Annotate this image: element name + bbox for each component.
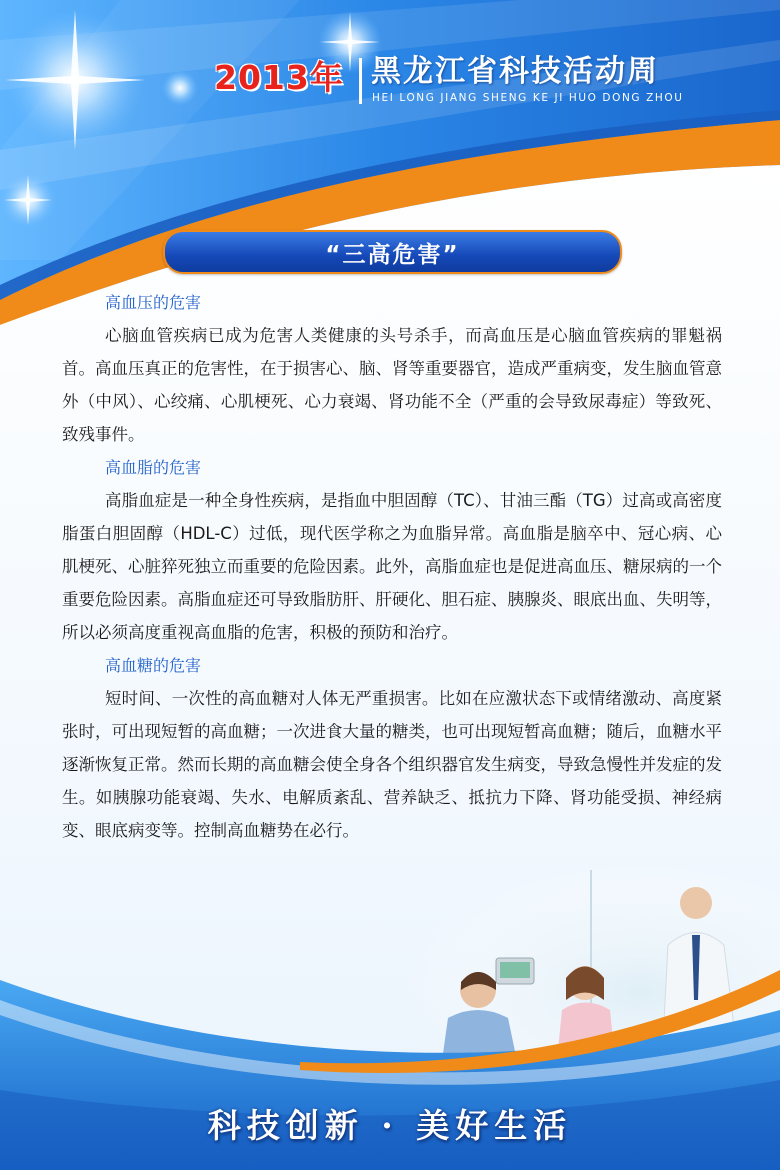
footer-slogan: 科技创新 · 美好生活: [207, 1106, 573, 1145]
heading-hyperglycemia: 高血糖的危害: [105, 656, 202, 675]
article: [62, 286, 722, 847]
body-hyperlipidemia: 高脂血症是一种全身性疾病，是指血中胆固醇（TC）、甘油三酯（TG）过高或高密度脂蛋白胆固醇（HDL-C）过低，现代医学称之为血脂异常。高血脂是脑卒中、冠心病、心肌梗死、心脏猝死独立而重要的危险因素。此外，高脂血症也是促进高血压、糖尿病的一个重要危险因素。高脂血症还可导致脂肪肝、肝硬化、胆石症、胰腺炎、眼底出血、失明等，所以必须高度重视高血脂的危害，积极的预防和治疗。: [62, 491, 722, 642]
section-title: “三高危害”: [325, 241, 460, 268]
header-pinyin: HEI LONG JIANG SHENG KE JI HUO DONG ZHOU: [372, 92, 684, 104]
heading-hyperlipidemia: 高血脂的危害: [105, 458, 202, 477]
header-divider: [359, 58, 362, 104]
header-title: 黑龙江省科技活动周: [371, 54, 659, 89]
header-year: 2013年: [214, 58, 344, 97]
body-hyperglycemia: 短时间、一次性的高血糖对人体无严重损害。比如在应激状态下或情绪激动、高度紧张时，可出现短暂的高血糖；一次进食大量的糖类，也可出现短暂高血糖；随后，血糖水平逐渐恢复正常。然而长期的高血糖会使全身各个组织器官发生病变，导致急慢性并发症的发生。如胰腺功能衰竭、失水、电解质紊乱、营养缺乏、抵抗力下降、肾功能受损、神经病变、眼底病变等。控制高血糖势在必行。: [62, 689, 722, 840]
heading-hypertension: 高血压的危害: [105, 293, 202, 312]
section-title-banner: [163, 230, 622, 274]
body-hypertension: 心脑血管疾病已成为危害人类健康的头号杀手，而高血压是心脑血管疾病的罪魁祸首。高血压真正的危害性，在于损害心、脑、肾等重要器官，造成严重病变，发生脑血管意外（中风）、心绞痛、心肌梗死、心力衰竭、肾功能不全（严重的会导致尿毒症）等致死、致残事件。: [62, 326, 722, 444]
